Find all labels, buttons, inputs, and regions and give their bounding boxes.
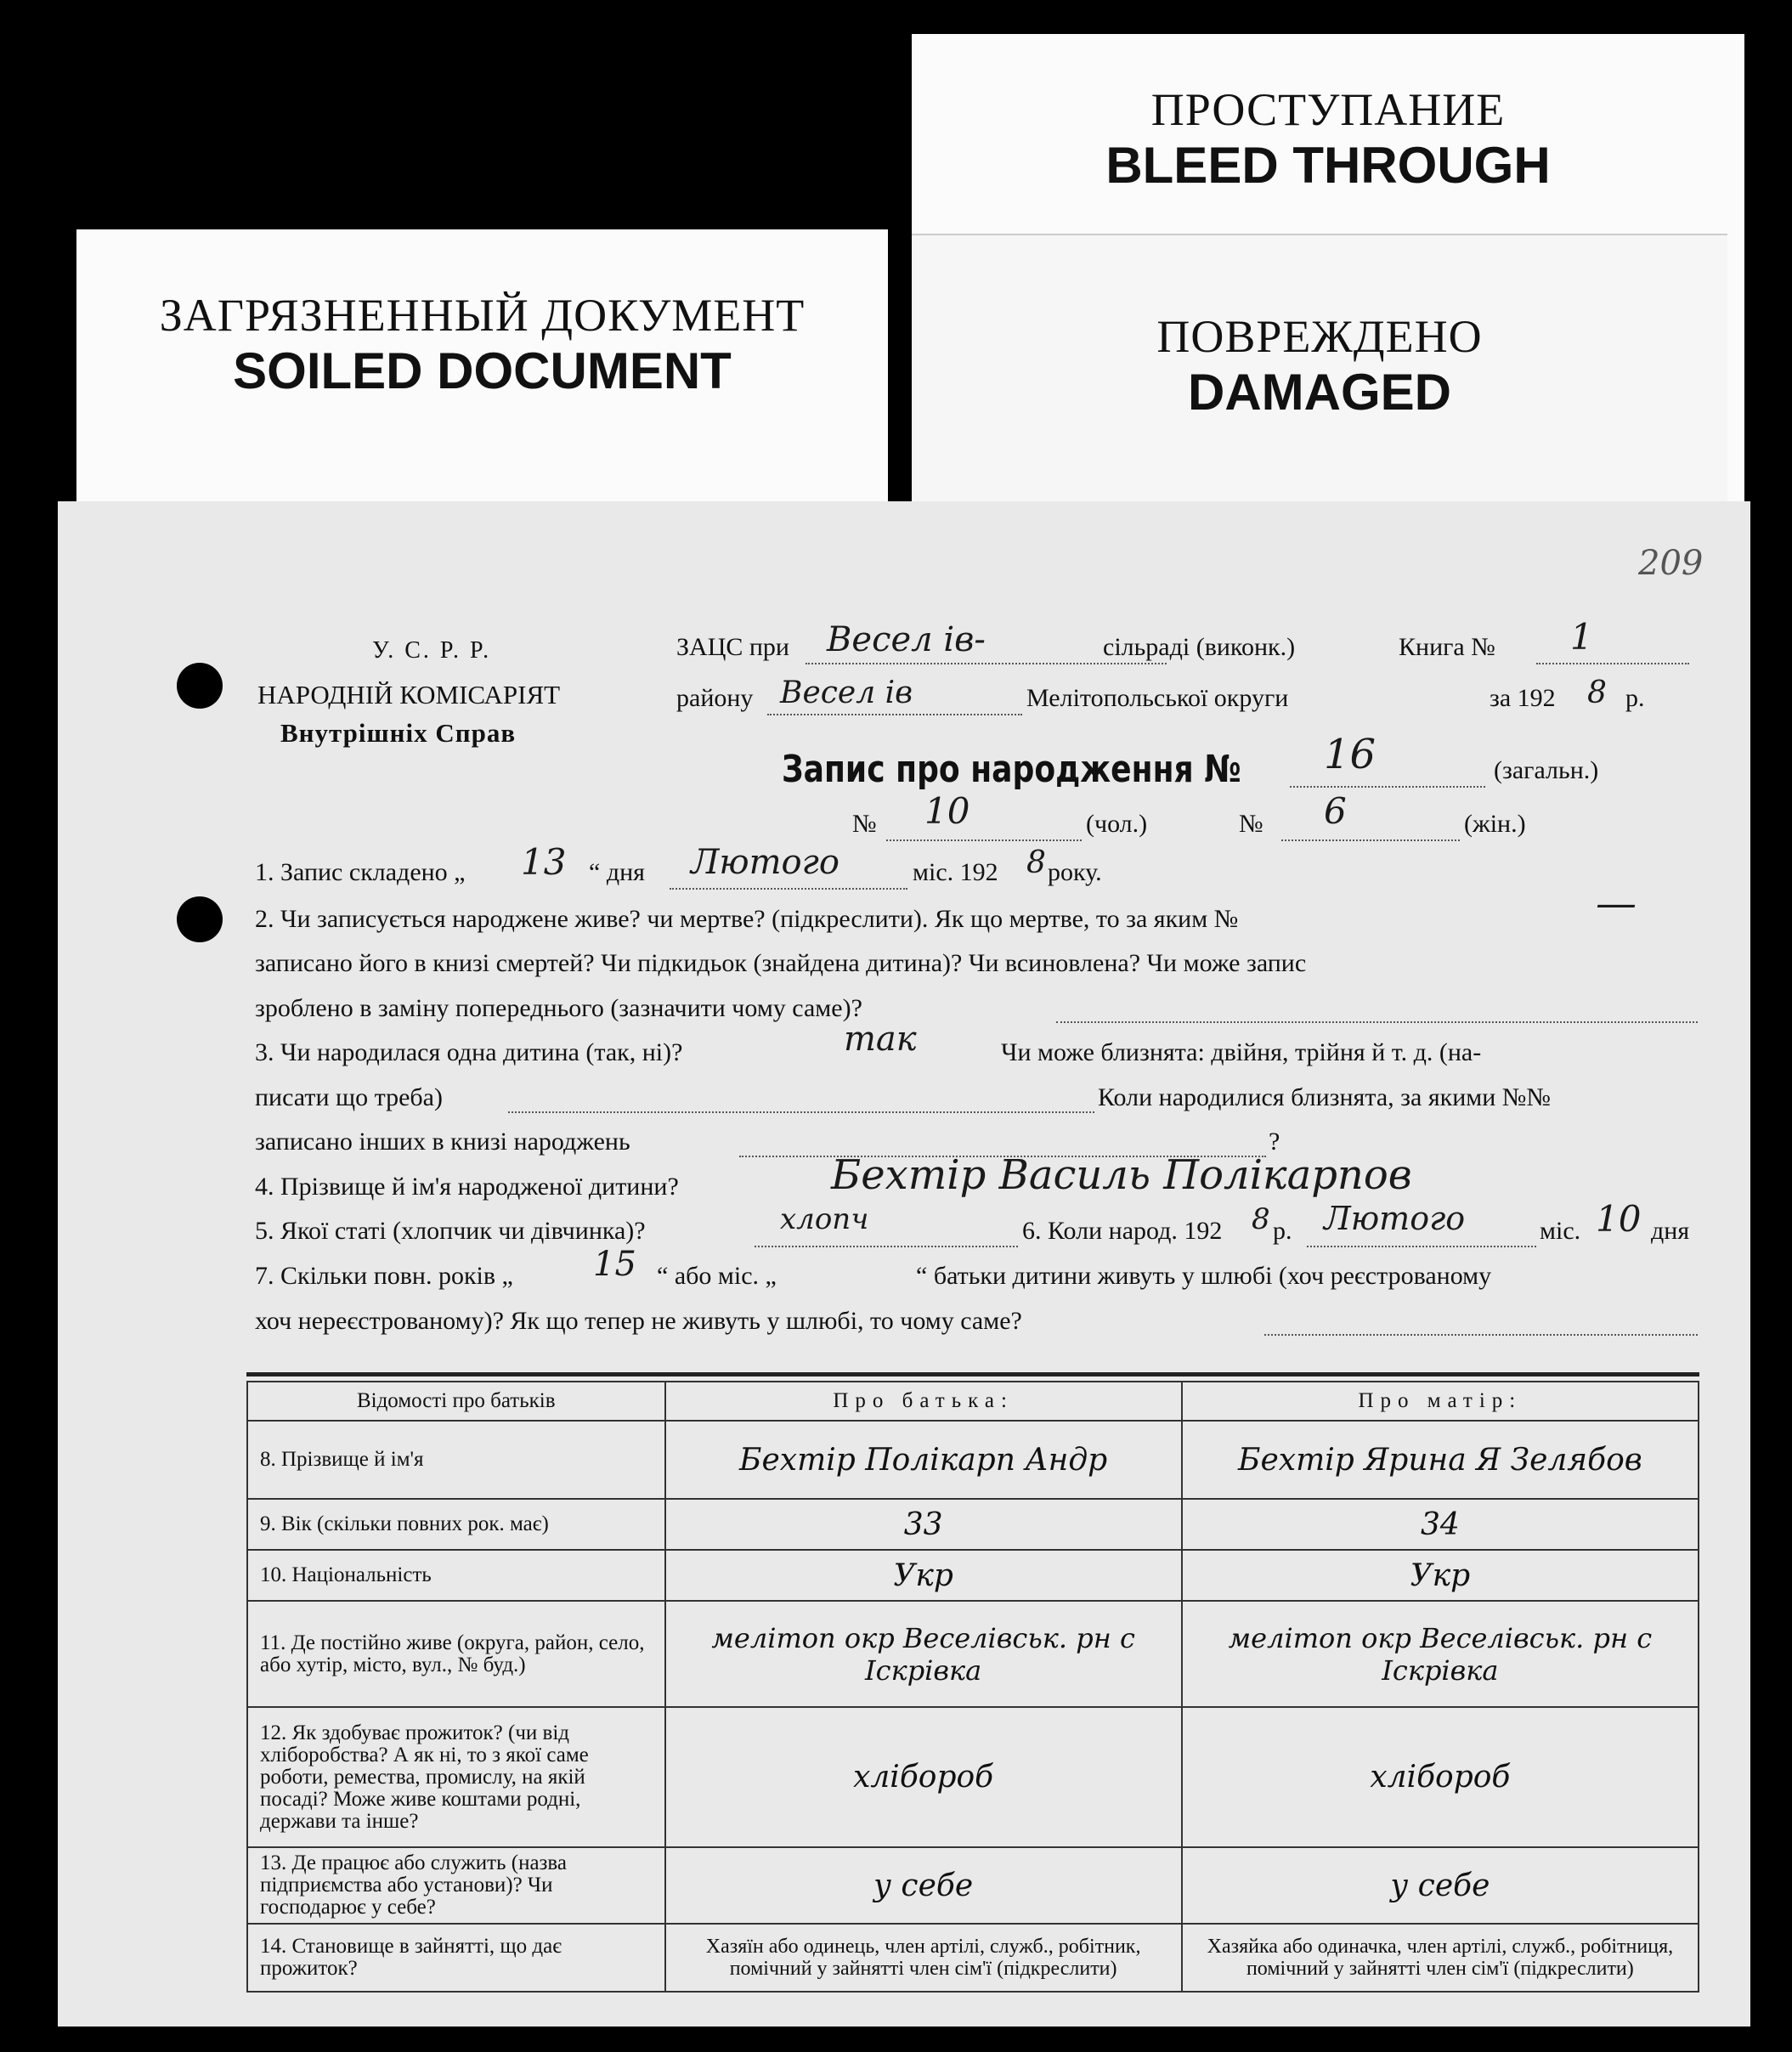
item-2-dash: —	[1596, 879, 1637, 927]
mother-occupation: хлібороб	[1182, 1707, 1699, 1847]
item-6-month-line	[1307, 1246, 1536, 1247]
okrug-label: Мелітопольської округи	[1026, 684, 1289, 712]
item-7-line-2: хоч нереєстрованому)? Як що тепер не живуть у шлюбі, то чому саме?	[255, 1307, 1022, 1335]
punch-hole	[177, 663, 223, 709]
soiled-en: SOILED DOCUMENT	[233, 342, 732, 399]
row-question: 12. Як здобуває прожиток? (чи від хліборобства? А як ні, то з якої саме роботи, ремества, промислу, на якій посаді? Може живе коштами родні, держави та інше?	[247, 1707, 665, 1847]
item-1-day: 13	[521, 841, 567, 883]
ussr-label: У. С. Р. Р.	[372, 637, 492, 664]
soiled-ru: ЗАГРЯЗНЕННЫЙ ДОКУМЕНТ	[159, 290, 806, 341]
father-name: Бехтір Полікарп Андр	[665, 1421, 1182, 1499]
item-1-d: року.	[1048, 858, 1102, 886]
item-7-years: 15	[593, 1245, 636, 1284]
district-line	[767, 714, 1022, 715]
item-1-month: Лютого	[691, 843, 839, 882]
item-2-line	[1056, 1021, 1698, 1023]
female-no-prefix: №	[1239, 810, 1263, 838]
mother-residence: мелітоп окр Веселівськ. рн с Іскрівка	[1182, 1601, 1699, 1707]
male-label: (чол.)	[1086, 810, 1148, 838]
soiled-document-card	[76, 229, 888, 518]
item-6-b: р.	[1273, 1217, 1292, 1245]
birth-record-form	[58, 501, 1750, 2027]
item-5-label: 5. Якої статі (хлопчик чи дівчинка)?	[255, 1217, 646, 1245]
punch-hole	[177, 896, 223, 942]
total-label: (загальн.)	[1494, 756, 1599, 784]
row-question: 10. Національність	[247, 1550, 665, 1601]
father-occupation: хлібороб	[665, 1707, 1182, 1847]
table-row	[247, 1601, 1699, 1707]
damaged-card	[912, 234, 1727, 507]
table-header-row	[247, 1382, 1699, 1421]
book-line	[1536, 663, 1689, 664]
book-value: 1	[1570, 616, 1593, 658]
mother-nationality: Укр	[1182, 1550, 1699, 1601]
item-7-line	[1264, 1334, 1698, 1336]
father-age: 33	[665, 1499, 1182, 1550]
row-question: 8. Прізвище й ім'я	[247, 1421, 665, 1499]
row-question: 9. Вік (скільки повних рок. має)	[247, 1499, 665, 1550]
bleed-through-ru: ПРОСТУПАНИЕ	[1150, 84, 1506, 135]
record-number: 16	[1324, 731, 1377, 778]
mother-workplace: у себе	[1182, 1847, 1699, 1924]
year-suffix: р.	[1625, 684, 1645, 712]
item-3-value: так	[844, 1020, 917, 1059]
table-row	[247, 1499, 1699, 1550]
internal-affairs-label: Внутрішніх Справ	[280, 718, 517, 748]
table-row	[247, 1707, 1699, 1847]
damaged-en: DAMAGED	[1188, 364, 1451, 421]
mother-status: Хазяйка або одиначка, член артілі, служб., робітниця, помічний у зайнятті член сім'ї (підкреслити)	[1182, 1924, 1699, 1992]
table-row	[247, 1847, 1699, 1924]
item-3-line-2b: Коли народилися близнята, за якими №№	[1098, 1083, 1552, 1111]
record-number-line	[1290, 786, 1485, 788]
row-question: 11. Де постійно живе (округа, район, село, або хутір, місто, вул., № буд.)	[247, 1601, 665, 1707]
item-5-line	[755, 1246, 1018, 1247]
father-status: Хазяїн або одинець, член артілі, служб., робітник, помічний у зайнятті член сім'ї (підкреслити)	[665, 1924, 1182, 1992]
zags-prefix: ЗАЦС при	[676, 633, 789, 661]
item-1-c: міс. 192	[913, 858, 998, 886]
item-7-c: “ батьки дитини живуть у шлюбі (хоч реєстрованому	[916, 1262, 1492, 1290]
year-prefix: за 192	[1490, 684, 1556, 712]
year-value: 8	[1587, 676, 1607, 710]
father-residence: мелітоп окр Веселівськ. рн с Іскрівка	[665, 1601, 1182, 1707]
item-1-a: 1. Запис складено „	[255, 858, 466, 886]
male-no-value: 10	[924, 790, 970, 832]
table-row	[247, 1924, 1699, 1992]
zags-line	[806, 663, 1167, 664]
father-nationality: Укр	[665, 1550, 1182, 1601]
item-2-line-2: записано його в книзі смертей? Чи підкидьок (знайдена дитина)? Чи всиновлена? Чи може запис	[255, 949, 1307, 977]
header-father: Про батька:	[665, 1382, 1182, 1421]
female-no-line	[1281, 839, 1460, 841]
item-3-q: ?	[1269, 1128, 1280, 1156]
mother-name: Бехтір Ярина Я Зелябов	[1182, 1421, 1699, 1499]
bleed-through-en: BLEED THROUGH	[1105, 137, 1551, 194]
item-3-line-3: записано інших в книзі народжень	[255, 1128, 630, 1156]
item-4-label: 4. Прізвище й ім'я народженої дитини?	[255, 1173, 679, 1201]
page-number: 209	[1638, 544, 1704, 583]
row-question: 13. Де працює або служить (назва підприємства або установи)? Чи господарює у себе?	[247, 1847, 665, 1924]
item-1-month-line	[670, 888, 907, 890]
zags-value: Весел ів-	[827, 620, 986, 659]
header-info: Відомості про батьків	[247, 1382, 665, 1421]
commissariat-label: НАРОДНІЙ КОМІСАРІЯТ	[257, 680, 561, 709]
table-top-rule	[246, 1372, 1699, 1376]
father-workplace: у себе	[665, 1847, 1182, 1924]
table-row	[247, 1421, 1699, 1499]
child-name: Бехтір Василь Полікарпов	[831, 1151, 1412, 1199]
item-6-d: дня	[1651, 1217, 1690, 1245]
item-2-line-1: 2. Чи записується народжене живе? чи мертве? (підкреслити). Як що мертве, то за яким №	[255, 905, 1239, 933]
mother-age: 34	[1182, 1499, 1699, 1550]
item-3-line-2: писати що треба)	[255, 1083, 443, 1111]
parents-table	[246, 1381, 1699, 1993]
item-5-value: хлопч	[780, 1202, 869, 1236]
record-title: Запис про народження №	[782, 748, 1241, 791]
item-3-b: Чи може близнята: двійня, трійня й т. д. (на-	[1001, 1038, 1482, 1066]
district-value: Весел ів	[780, 676, 913, 710]
row-question: 14. Становище в зайнятті, що дає прожиток?	[247, 1924, 665, 1992]
male-no-prefix: №	[852, 810, 877, 838]
item-2-line-3: зроблено в заміну попереднього (зазначити чому саме)?	[255, 994, 862, 1022]
item-1-b: “ дня	[589, 858, 645, 886]
council-label: сільраді (виконк.)	[1103, 633, 1296, 661]
item-6-year: 8	[1252, 1202, 1270, 1236]
item-1-year: 8	[1026, 845, 1046, 880]
header-mother: Про матір:	[1182, 1382, 1699, 1421]
item-7-a: 7. Скільки повн. років „	[255, 1262, 513, 1290]
female-label: (жін.)	[1464, 810, 1526, 838]
female-no-value: 6	[1324, 790, 1347, 832]
item-6-month: Лютого	[1324, 1200, 1466, 1237]
district-prefix: району	[676, 684, 754, 712]
table-row	[247, 1550, 1699, 1601]
item-6-c: міс.	[1540, 1217, 1581, 1245]
book-label: Книга №	[1399, 633, 1495, 661]
item-6-a: 6. Коли народ. 192	[1022, 1217, 1223, 1245]
item-7-b: “ або міс. „	[657, 1262, 777, 1290]
item-6-day: 10	[1596, 1198, 1642, 1240]
male-no-line	[886, 839, 1082, 841]
damaged-ru: ПОВРЕЖДЕНО	[1156, 311, 1483, 362]
item-3-a: 3. Чи народилася одна дитина (так, ні)?	[255, 1038, 683, 1066]
item-3-line-2-fill	[508, 1111, 1094, 1113]
